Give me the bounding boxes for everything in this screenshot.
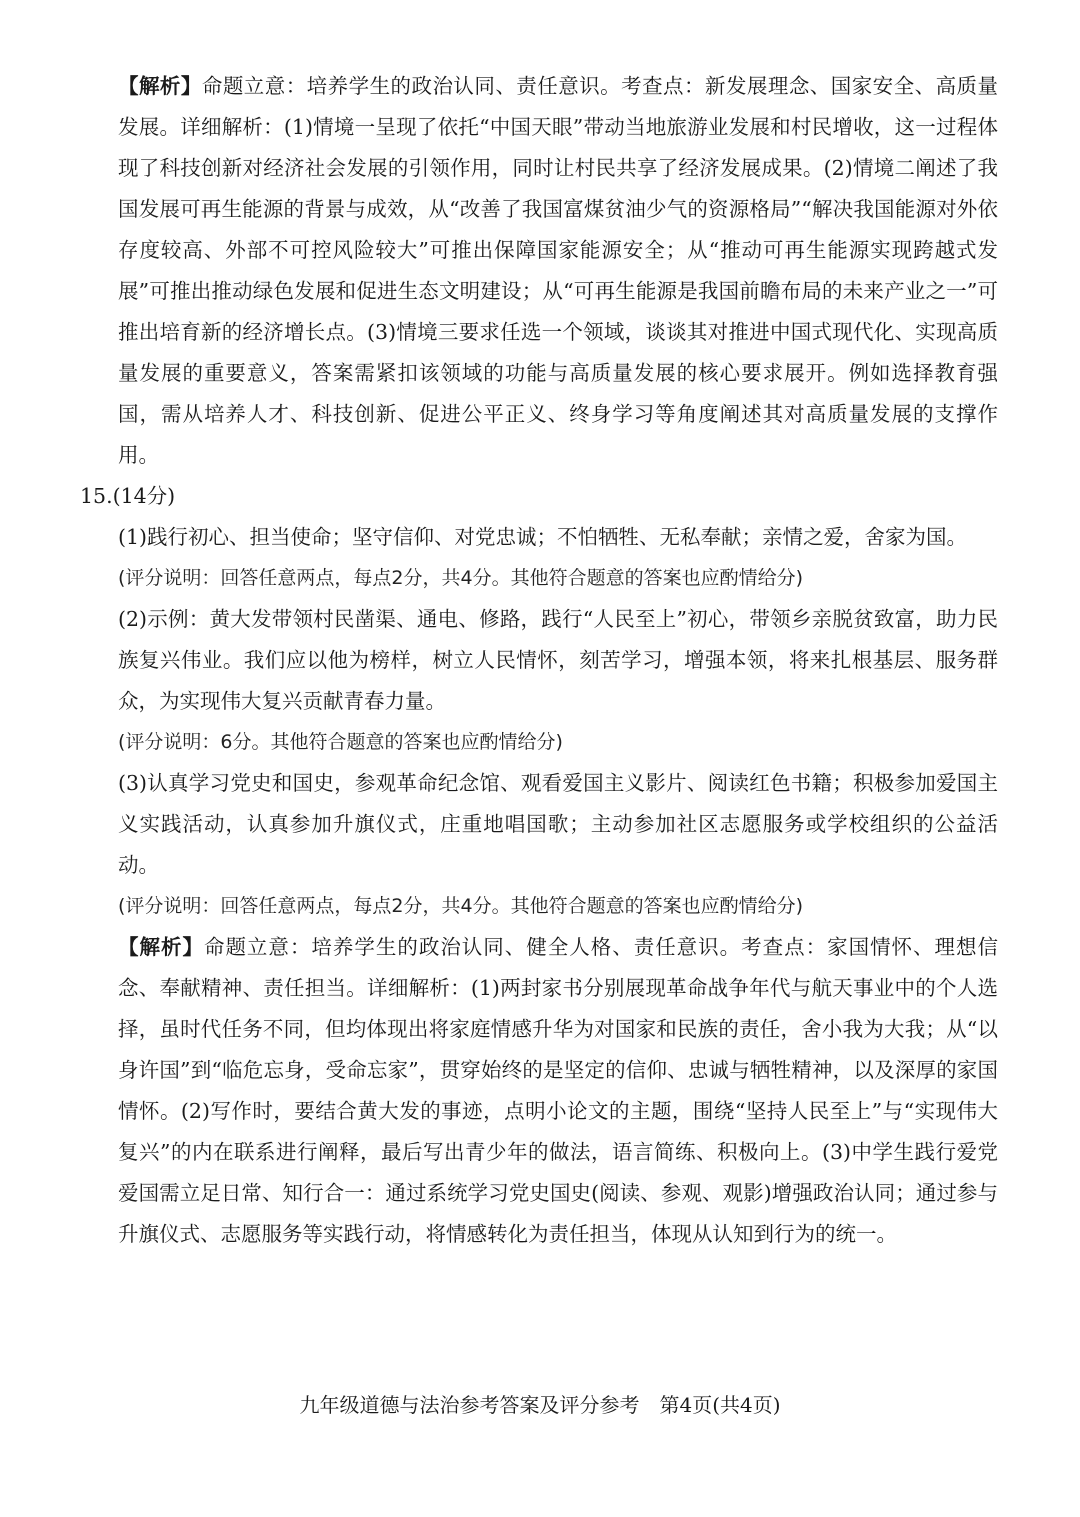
q15-analysis-text: 命题立意：培养学生的政治认同、健全人格、责任意识。考查点：家国情怀、理想信念、奉献精神、责任担当。详细解析：(1)两封家书分别展现革命战争年代与航天事业中的个人选择，虽时代任务不同，但均体现出将家庭情感升华为对国家和民族的责任，舍小我为大我；从“以身许国”到“临危忘身，受命忘家”，贯穿始终的是坚定的信仰、忠诚与牺牲精神，以及深厚的家国情怀。(2)写作时，要结合黄大发的事迹，点明小论文的主题，围绕“坚持人民至上”与“实现伟大复兴”的内在联系进行阐释，最后写出青少年的做法，语言简练、积极向上。(3)中学生践行爱党爱国需立足日常、知行合一：通过系统学习党史国史(阅读、参观、观影)增强政治认同；通过参与升旗仪式、志愿服务等实践行动，将情感转化为责任担当，体现从认知到行为的统一。: [118, 935, 999, 1246]
q15-answer-2: (2)示例：黄大发带领村民凿渠、通电、修路，践行“人民至上”初心，带领乡亲脱贫致富，助力民族复兴伟业。我们应以他为榜样，树立人民情怀，刻苦学习，增强本领，将来扎根基层、服务群众，为实现伟大复兴贡献青春力量。: [118, 607, 998, 713]
page-content: [80, 66, 999, 1255]
analysis-tag-15: 【解析】: [118, 935, 204, 959]
analysis-tag: 【解析】: [118, 74, 202, 98]
q15-scoring-note-3: (评分说明：回答任意两点，每点2分，共4分。其他符合题意的答案也应酌情给分): [118, 895, 804, 917]
q15-analysis-paragraph: [88, 927, 998, 1255]
q15-scoring-note-2: (评分说明：6分。其他符合题意的答案也应酌情给分): [118, 731, 563, 753]
q15-scoring-note-1: (评分说明：回答任意两点，每点2分，共4分。其他符合题意的答案也应酌情给分): [118, 567, 804, 589]
question-15-heading: 15.(14分): [80, 484, 176, 508]
q15-answer-3: (3)认真学习党史和国史，参观革命纪念馆、观看爱国主义影片、阅读红色书籍；积极参加爱国主义实践活动，认真参加升旗仪式，庄重地唱国歌；主动参加社区志愿服务或学校组织的公益活动。: [118, 771, 998, 877]
q14-analysis-paragraph: [88, 66, 998, 476]
q14-analysis-text: 命题立意：培养学生的政治认同、责任意识。考查点：新发展理念、国家安全、高质量发展。详细解析：(1)情境一呈现了依托“中国天眼”带动当地旅游业发展和村民增收，这一过程体现了科技创新对经济社会发展的引领作用，同时让村民共享了经济发展成果。(2)情境二阐述了我国发展可再生能源的背景与成效，从“改善了我国富煤贫油少气的资源格局”“解决我国能源对外依存度较高、外部不可控风险较大”可推出保障国家能源安全；从“推动可再生能源实现跨越式发展”可推出推动绿色发展和促进生态文明建设；从“可再生能源是我国前瞻布局的未来产业之一”可推出培育新的经济增长点。(3)情境三要求任选一个领域，谈谈其对推进中国式现代化、实现高质量发展的重要意义，答案需紧扣该领域的功能与高质量发展的核心要求展开。例如选择教育强国，需从培养人才、科技创新、促进公平正义、终身学习等角度阐述其对高质量发展的支撑作用。: [118, 74, 999, 467]
page-footer: 九年级道德与法治参考答案及评分参考 第4页(共4页): [299, 1393, 781, 1417]
q15-answer-1: (1)践行初心、担当使命；坚守信仰、对党忠诚；不怕牺牲、无私奉献；亲情之爱，舍家为国。: [118, 525, 968, 549]
